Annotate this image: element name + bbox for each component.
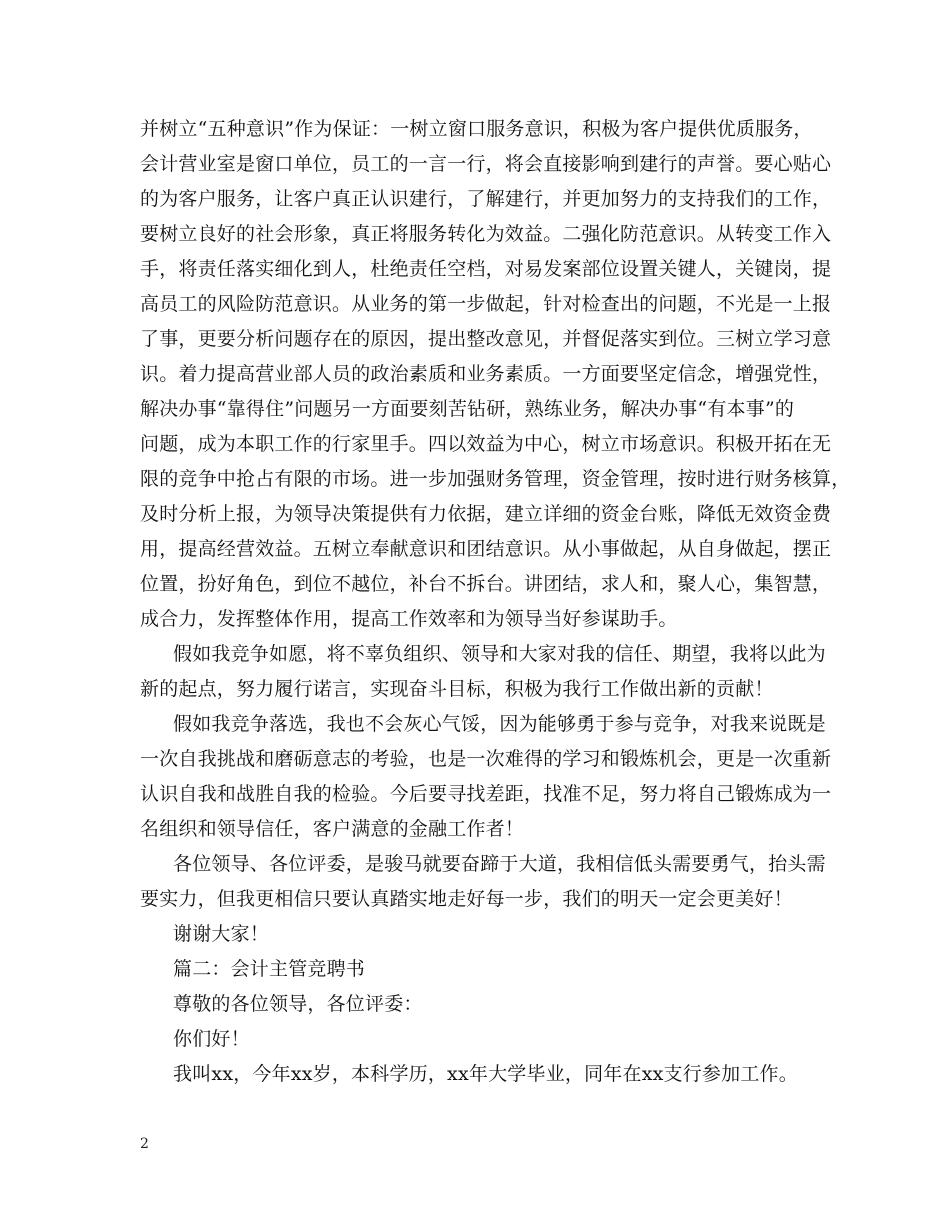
text-line: 会计营业室是窗口单位，员工的一言一行，将会直接影响到建行的声誉。要心贴心 (140, 153, 832, 175)
page-number: 2 (140, 1136, 149, 1152)
text-line: 了事，更要分析问题存在的原因，提出整改意见，并督促落实到位。三树立学习意 (140, 328, 832, 350)
text-line: 假如我竞争如愿，将不辜负组织、领导和大家对我的信任、期望，我将以此为 (173, 643, 826, 665)
text-line: 新的起点，努力履行诺言，实现奋斗目标，积极为我行工作做出新的贡献！ (140, 678, 774, 700)
text-line: 限的竞争中抢占有限的市场。进一步加强财务管理，资金管理，按时进行财务核算， (140, 468, 851, 490)
text-line: 位置，扮好角色，到位不越位，补台不拆台。讲团结，求人和，聚人心，集智慧， (140, 573, 832, 595)
greeting: 你们好！ (173, 1028, 250, 1050)
text-line: 谢谢大家！ (173, 923, 270, 945)
salutation: 尊敬的各位领导，各位评委： (173, 993, 423, 1015)
text-line: 的为客户服务，让客户真正认识建行，了解建行，并更加努力的支持我们的工作， (140, 188, 832, 210)
section-heading: 篇二：会计主管竞聘书 (173, 958, 366, 980)
text-line: 假如我竞争落选，我也不会灰心气馁，因为能够勇于参与竞争，对我来说既是 (173, 713, 826, 735)
text-line: 并树立“五种意识”作为保证：一树立窗口服务意识，积极为客户提供优质服务， (140, 118, 813, 140)
text-line: 解决办事“靠得住”问题另一方面要刻苦钻研，熟练业务，解决办事“有本事”的 (140, 398, 795, 420)
text-line: 要树立良好的社会形象，真正将服务转化为效益。二强化防范意识。从转变工作入 (140, 223, 832, 245)
text-line: 一次自我挑战和磨砺意志的考验，也是一次难得的学习和锻炼机会，更是一次重新 (140, 748, 832, 770)
text-line: 高员工的风险防范意识。从业务的第一步做起，针对检查出的问题，不光是一上报 (140, 293, 832, 315)
text-line: 各位领导、各位评委，是骏马就要奋蹄于大道，我相信低头需要勇气，抬头需 (173, 853, 826, 875)
text-line: 要实力，但我更相信只要认真踏实地走好每一步，我们的明天一定会更美好！ (140, 888, 793, 910)
text-line: 用，提高经营效益。五树立奉献意识和团结意识。从小事做起，从自身做起，摆正 (140, 538, 832, 560)
text-line: 及时分析上报，为领导决策提供有力依据，建立详细的资金台账，降低无效资金费 (140, 503, 832, 525)
body-text (140, 112, 851, 1092)
text-line: 名组织和领导信任，客户满意的金融工作者！ (140, 818, 525, 840)
text-line: 手，将责任落实细化到人，杜绝责任空档，对易发案部位设置关键人，关键岗，提 (140, 258, 832, 280)
text-line: 成合力，发挥整体作用，提高工作效率和为领导当好参谋助手。 (140, 608, 678, 630)
text-line: 我叫xx，今年xx岁，本科学历，xx年大学毕业，同年在xx支行参加工作。 (173, 1063, 798, 1085)
text-line: 问题，成为本职工作的行家里手。四以效益为中心，树立市场意识。积极开拓在无 (140, 433, 832, 455)
text-line: 识。着力提高营业部人员的政治素质和业务素质。一方面要坚定信念，增强党性， (140, 363, 832, 385)
text-line: 认识自我和战胜自我的检验。今后要寻找差距，找准不足，努力将自己锻炼成为一 (140, 783, 832, 805)
